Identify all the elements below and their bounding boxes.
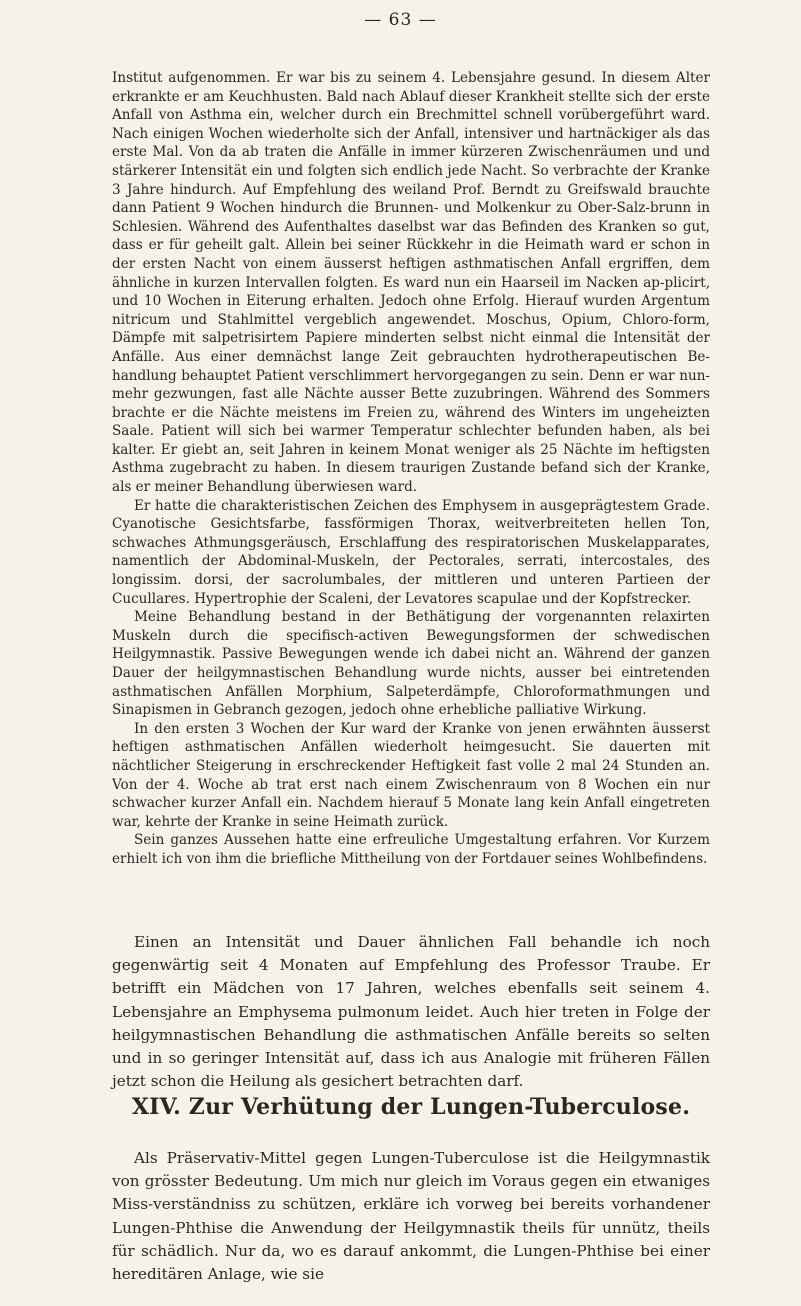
paragraph: Er hatte die charakteristischen Zeichen des Emphysem in ausgeprägtestem Grade. Cyanotische Gesichtsfarbe, fassförmigen Thorax, weitverbreiteten hellen Ton, schwaches Athmungsgeräusch, Erschlaffung des respiratorischen Muskelapparates, namentlich der Abdominal-Muskeln, der Pectorales, serrati, intercostales, des longissim. dorsi, der sacrolumbales, der mittleren und unteren Partieen der Cucullares. Hypertrophie der Scaleni, der Levatores scapulae und der Kopfstrecker. <box>112 497 710 607</box>
paragraph: Einen an Intensität und Dauer ähnlichen Fall behandle ich noch gegenwärtig seit 4 Monaten auf Empfehlung des Professor Traube. Er betrifft ein Mädchen von 17 Jahren, welches ebenfalls seit seinem 4. Lebensjahre an Emphysema pulmonum leidet. Auch hier treten in Folge der heilgymnastischen Behandlung die asthmatischen Anfälle bereits so selten und in so geringer Intensität auf, dass ich aus Analogie mit früheren Fällen jetzt schon die Heilung als gesichert betrachten darf. <box>112 933 710 1091</box>
section-heading: XIV. Zur Verhütung der Lungen-Tuberculose. <box>131 1094 691 1120</box>
paragraph: Meine Behandlung bestand in der Bethätigung der vorgenannten relaxirten Muskeln durch die specifisch-activen Bewegungsformen der schwedischen Heilgymnastik. Passive Bewegungen wende ich dabei nicht an. Während der ganzen Dauer der heilgymnastischen Behandlung wurde nichts, ausser bei eintretenden asthmatischen Anfällen Morphium, Salpeterdämpfe, Chloroformathmungen und Sinapismen in Gebranch gezogen, jedoch ohne erhebliche palliative Wirkung. <box>112 609 710 719</box>
case-report-text <box>112 69 710 869</box>
paragraph: Institut aufgenommen. Er war bis zu seinem 4. Lebensjahre gesund. In diesem Alter erkrankte er am Keuchhusten. Bald nach Ablauf dieser Krankheit stellte sich der erste Anfall von Asthma ein, welcher durch ein Brechmittel schnell vorübergeführt ward. Nach einigen Wochen wiederholte sich der Anfall, intensiver und hartnäckiger als das erste Mal. Von da ab traten die Anfälle in immer kürzeren Zwischenräumen und und stärkerer Intensität ein und folgten sich endlich jede Nacht. So verbrachte der Kranke 3 Jahre hindurch. Auf Empfehlung des weiland Prof. Berndt zu Greifswald brauchte dann Patient 9 Wochen hindurch die Brunnen- und Molkenkur zu Ober-Salz-brunn in Schlesien. Während des Aufenthaltes daselbst war das Befinden des Kranken so gut, dass er für geheilt galt. Allein bei seiner Rückkehr in die Heimath ward er schon in der ersten Nacht von einem äusserst heftigen asthmatischen Anfall ergriffen, dem ähnliche in kurzen Intervallen folgten. Es ward nun ein Haarseil im Nacken ap-plicirt, und 10 Wochen in Eiterung erhalten. Jedoch ohne Erfolg. Hierauf wurden Argentum nitricum und Stahlmittel vergeblich angewendet. Moschus, Opium, Chloro-form, Dämpfe mit salpetrisirtem Papiere minderten selbst nicht einmal die Intensität der Anfälle. Aus einer demnächst lange Zeit gebrauchten hydrotherapeutischen Be-handlung behauptet Patient verschlimmert hervorgegangen zu sein. Denn er war nun-mehr gezwungen, fast alle Nächte ausser Bette zuzubringen. Während des Sommers brachte er die Nächte meistens im Freien zu, während des Winters im ungeheizten Saale. Patient will sich bei warmer Temperatur schlechter befunden haben, als bei kalter. Er giebt an, seit Jahren in keinem Monat weniger als 25 Nächte im heftigsten Asthma zugebracht zu haben. In diesem traurigen Zustande befand sich der Kranke, als er meiner Behandlung überwiesen ward. <box>112 70 710 496</box>
paragraph: Als Präservativ-Mittel gegen Lungen-Tuberculose ist die Heilgymnastik von grösster Bedeutung. Um mich nur gleich im Voraus gegen ein etwaniges Miss-verständniss zu schützen, erkläre ich vorweg bei bereits vorhandener Lungen-Phthise die Anwendung der Heilgymnastik theils für unnütz, theils für schädlich. Nur da, wo es darauf ankommt, die Lungen-Phthise bei einer hereditären Anlage, wie sie <box>112 1149 710 1284</box>
paragraph: Sein ganzes Aussehen hatte eine erfreuliche Umgestaltung erfahren. Vor Kurzem erhielt ich von ihm die briefliche Mittheilung von der Fortdauer seines Wohlbefindens. <box>112 832 710 867</box>
section-text <box>112 1147 710 1286</box>
main-text <box>112 931 710 1093</box>
page-number: — 63 — <box>364 10 437 30</box>
paragraph: In den ersten 3 Wochen der Kur ward der Kranke von jenen erwähnten äusserst heftigen asthmatischen Anfällen wiederholt heimgesucht. Sie dauerten mit nächtlicher Steigerung in erschreckender Heftigkeit fast volle 2 mal 24 Stunden an. Von der 4. Woche ab trat erst nach einem Zwischenraum von 8 Wochen ein nur schwacher kurzer Anfall ein. Nachdem hierauf 5 Monate lang kein Anfall eingetreten war, kehrte der Kranke in seine Heimath zurück. <box>112 720 710 830</box>
